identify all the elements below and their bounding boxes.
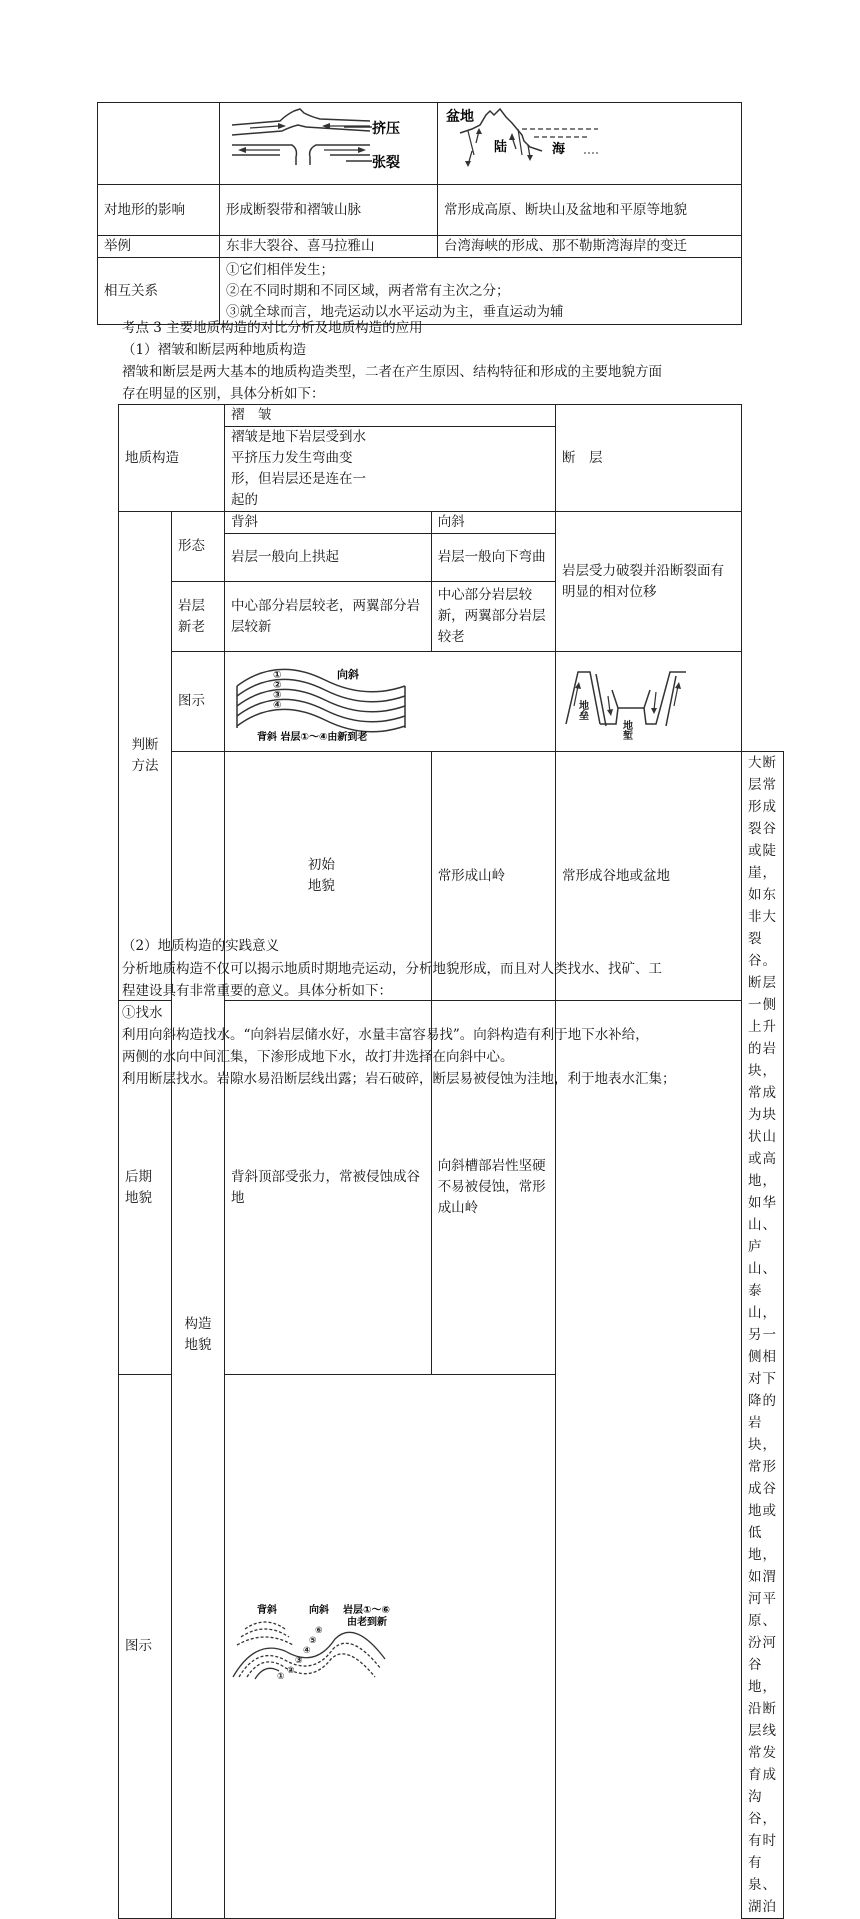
shape-label: 形态 — [172, 512, 225, 582]
fold-figure-cell — [225, 652, 556, 752]
horizontal-movement-diagram-cell — [220, 103, 438, 185]
shape-syncline: 岩层一般向下弯曲 — [431, 534, 555, 582]
relation-item: ③就全球而言，地壳运动以水平运动为主，垂直运动为辅 — [226, 303, 564, 320]
fault-figure-cell — [556, 652, 742, 752]
basin-land-sea-diagram — [438, 103, 740, 177]
horizontal-effect: 形成断裂带和褶皱山脉 — [220, 185, 438, 236]
layer-number: ⑥ — [315, 1626, 323, 1637]
initial-anticline: 常形成山岭 — [431, 752, 555, 1001]
section-heading: 考点 3 主要地质构造的对比分析及地质构造的应用 — [122, 320, 423, 336]
age-syncline: 中心部分岩层较新，两翼部分岩层较老 — [431, 582, 555, 652]
fault-figure — [556, 652, 741, 744]
horizontal-example: 东非大裂谷、喜马拉雅山 — [220, 236, 438, 258]
row-label: 对地形的影响 — [98, 185, 220, 236]
initial-label: 初始地貌 — [225, 752, 432, 1001]
anticline-header: 背斜 — [225, 512, 432, 534]
sea-label: 海 — [552, 142, 566, 157]
vertical-example: 台湾海峡的形成、那不勒斯湾海岸的变迁 — [438, 236, 742, 258]
fold-description: 褶皱是地下岩层受到水平挤压力发生弯曲变形，但岩层还是连在一起的 — [225, 427, 556, 512]
layer-number: ④ — [273, 700, 282, 711]
movement-comparison-table — [97, 102, 742, 325]
landform-label: 构造地貌 — [172, 752, 225, 1919]
intro-line: 褶皱和断层是两大基本的地质构造类型，二者在产生原因、结构特征和形成的主要地貌方面 — [122, 364, 662, 380]
fold-figure — [225, 652, 555, 744]
paragraph-line: 利用断层找水。岩隙水易沿断层线出露；岩石破碎，断层易被侵蚀为洼地，利于地表水汇集； — [122, 1071, 676, 1087]
paragraph-line: 程建设具有非常重要的意义。具体分析如下： — [122, 983, 392, 999]
later-syncline: 向斜槽部岩性坚硬不易被侵蚀，常形成山岭 — [431, 1001, 555, 1375]
figure-label: 图示 — [119, 1375, 172, 1919]
syncline-fig-label: 向斜 — [337, 668, 359, 681]
subheading: （1）褶皱和断层两种地质构造 — [122, 342, 307, 358]
landform-figure-cell — [225, 1375, 556, 1919]
fault-landform: 大断层常形成裂谷或陡崖，如东非大裂谷。断层一侧上升的岩块，常成为块状山或高地，如华山、庐山、泰山，另一侧相对下降的岩块，常形成谷地或低地，如渭河平原、汾河谷地，沿断层线常发育成沟谷，有时有泉、湖泊 — [742, 752, 784, 1919]
initial-syncline: 常形成谷地或盆地 — [556, 752, 742, 1001]
layer-number: ⑤ — [309, 1636, 317, 1647]
shape-anticline: 岩层一般向上拱起 — [225, 534, 432, 582]
squeeze-rift-diagram — [220, 103, 436, 177]
age-anticline: 中心部分岩层较老，两翼部分岩层较新 — [225, 582, 432, 652]
vertical-movement-diagram-cell — [438, 103, 742, 185]
basin-label: 盆地 — [446, 109, 474, 125]
squeeze-label: 挤压 — [372, 121, 401, 137]
rift-label: 张裂 — [372, 155, 401, 171]
relation-item: ②在不同时期和不同区域，两者常有主次之分； — [226, 282, 510, 299]
later-label: 后期地貌 — [119, 1001, 172, 1375]
figure-label: 图示 — [172, 652, 225, 752]
paragraph-line: 分析地质构造不仅可以揭示地质时期地壳运动，分析地貌形成，而且对人类找水、找矿、工 — [122, 961, 662, 977]
row-label: 相互关系 — [98, 258, 220, 325]
fault-title: 断 层 — [556, 405, 742, 512]
horst-label: 地垒 — [576, 700, 588, 720]
intro-line: 存在明显的区别，具体分析如下： — [122, 386, 325, 402]
layer-number: ① — [277, 1672, 285, 1683]
landform-caption: 岩层①～⑥ — [343, 1605, 390, 1617]
syncline-header: 向斜 — [431, 512, 555, 534]
anticline-fig-label: 背斜 — [257, 1605, 277, 1617]
land-label: 陆 — [494, 140, 508, 155]
subheading: （2）地质构造的实践意义 — [122, 938, 280, 954]
layer-number: ③ — [295, 1656, 303, 1667]
graben-label: 地堑 — [620, 720, 632, 740]
fault-judge: 岩层受力破裂并沿断裂面有明显的相对位移 — [556, 512, 742, 652]
vertical-effect: 常形成高原、断块山及盆地和平原等地貌 — [438, 185, 742, 236]
relation-item: ①它们相伴发生； — [226, 261, 335, 278]
fold-title: 褶 皱 — [225, 405, 556, 427]
landform-figure — [225, 1599, 555, 1687]
fold-fault-table — [118, 404, 784, 1919]
relation-cell — [220, 258, 742, 325]
layer-number: ① — [273, 670, 282, 681]
landform-caption: 由老到新 — [347, 1617, 387, 1629]
syncline-fig-label: 向斜 — [309, 1605, 329, 1617]
later-anticline: 背斜顶部受张力，常被侵蚀成谷地 — [225, 1001, 432, 1375]
paragraph-line: 两侧的水向中间汇集，下渗形成地下水，故打井选择在向斜中心。 — [122, 1049, 514, 1065]
structure-label: 地质构造 — [119, 405, 225, 512]
layer-number: ② — [287, 1666, 295, 1677]
paragraph-line: 利用向斜构造找水。“向斜岩层储水好，水量丰富容易找”。向斜构造有利于地下水补给， — [122, 1027, 649, 1043]
find-water-heading: ①找水 — [122, 1005, 163, 1021]
layer-number: ④ — [303, 1646, 311, 1657]
fold-fig-caption: 背斜 岩层①～④由新到老 — [257, 732, 368, 743]
row-label: 举例 — [98, 236, 220, 258]
layer-number: ② — [273, 680, 282, 691]
age-label: 岩层新老 — [172, 582, 225, 652]
diagram-label-cell — [98, 103, 220, 185]
judge-method-label: 判断方法 — [119, 512, 172, 1001]
layer-number: ③ — [273, 690, 282, 701]
